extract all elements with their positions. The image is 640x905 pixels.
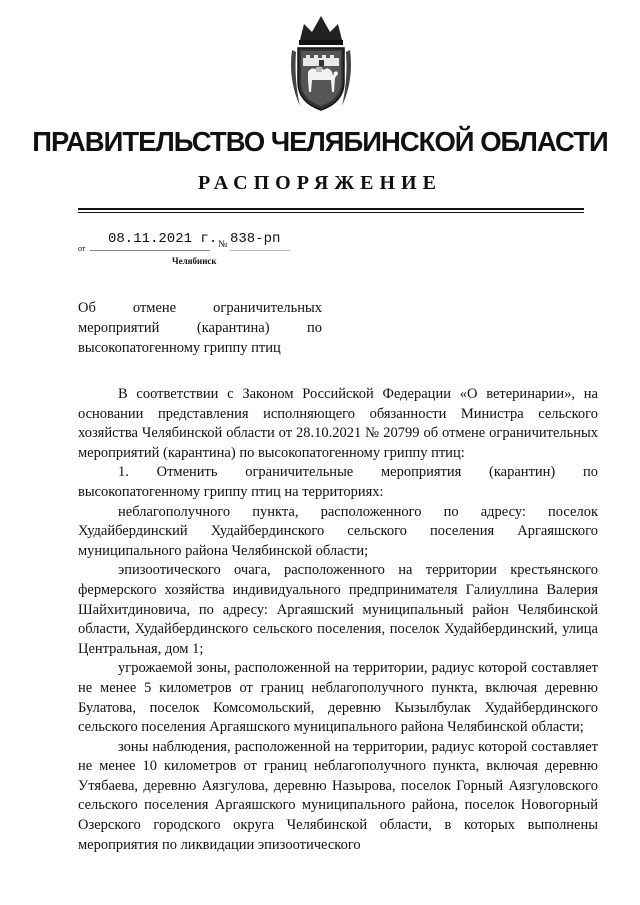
chelyabinsk-coat-of-arms-icon — [286, 10, 356, 114]
number-underline — [230, 250, 290, 251]
body-paragraph: угрожаемой зоны, расположенной на территории, радиус которой составляет не менее 5 километров от границ неблагополучного пункта, включая деревню Булатова, поселок Комсомольский, деревню Кызылбулак Худайбердинского сельского поселения Аргаяшского муниципального района Челябинской области; — [78, 660, 598, 736]
body-paragraph: зоны наблюдения, расположенной на территории, радиус которой составляет не менее 10 километров от границ неблагополучного пункта, включая деревню Утябаева, деревню Аязгулова, деревню Назырова, поселок Горный Аязгуловского сельского поселения Аргаяшского муниципального района, поселок Новогорный Озерского городского округа Челябинской области, в которых выполнены мероприятия по ликвидации эпизоотического — [78, 738, 598, 853]
government-title: ПРАВИТЕЛЬСТВО ЧЕЛЯБИНСКОЙ ОБЛАСТИ — [32, 126, 608, 157]
document-city: Челябинск — [172, 256, 217, 266]
document-details — [78, 231, 378, 261]
date-underline — [90, 250, 210, 251]
body-paragraph: 1. Отменить ограничительные мероприятия (карантин) по высокопатогенному гриппу птиц на территориях: — [78, 464, 598, 500]
header-rule-thin — [78, 212, 584, 213]
document-number: 838-рп — [230, 231, 281, 247]
body-paragraph: неблагополучного пункта, расположенного по адресу: поселок Худайбердинский Худайбердинского сельского поселения Аргаяшского муниципального района Челябинской области; — [78, 503, 598, 559]
document-subject: Об отмене ограничительных мероприятий (карантина) по высокопатогенному гриппу птиц — [78, 300, 322, 356]
body-paragraph: эпизоотического очага, расположенного на территории крестьянского фермерского хозяйства индивидуального предпринимателя Галиуллина Валерия Шайхитдиновича, по адресу: Аргаяшский муниципальный район Челябинской области, Худайбердинского сельского поселения, поселок Худайбердинский, улица Центральная, дом 1; — [78, 562, 598, 657]
document-body — [78, 385, 598, 855]
document-date: 08.11.2021 г. — [108, 231, 218, 247]
body-paragraph: В соответствии с Законом Российской Федерации «О ветеринарии», на основании представления исполняющего обязанности Министра сельского хозяйства Челябинской области от 28.10.2021 № 20799 об отмене ограничительных мероприятий (карантина) по высокопатогенному гриппу птиц: — [78, 386, 598, 461]
number-label: № — [218, 239, 228, 250]
header-rule-thick — [78, 208, 584, 210]
from-label: от — [78, 244, 86, 253]
document-type-title: РАСПОРЯЖЕНИЕ — [198, 172, 442, 194]
